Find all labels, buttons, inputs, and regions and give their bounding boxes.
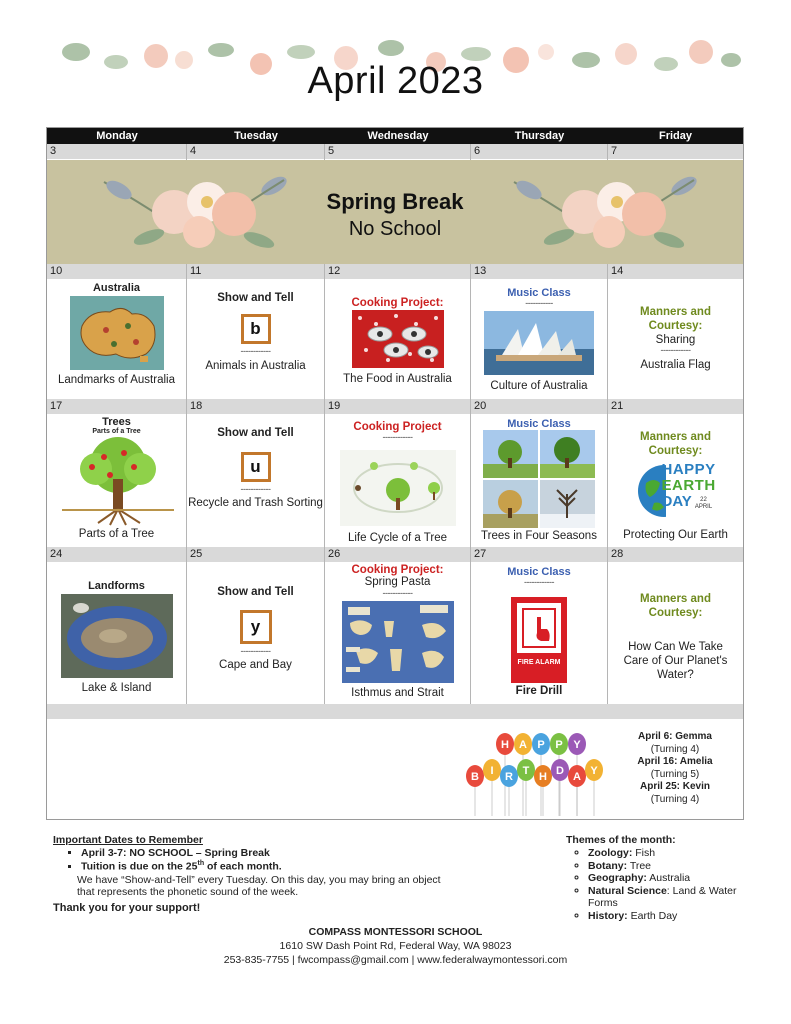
balloon-letter: A bbox=[573, 771, 581, 783]
weekday-friday: Friday bbox=[608, 128, 743, 144]
cell-caption: Trees in Four Seasons bbox=[481, 530, 597, 542]
tree-parts-diagram bbox=[58, 435, 176, 527]
theme-label: Natural Science bbox=[588, 884, 667, 897]
thank-you: Thank you for your support! bbox=[53, 901, 201, 914]
important-item bbox=[81, 860, 523, 873]
balloon-letter: I bbox=[490, 765, 494, 777]
page-title: April 2023 bbox=[307, 60, 484, 102]
earth-day-line3: DAY bbox=[661, 493, 692, 510]
phonetic-letter-frame: y bbox=[240, 610, 272, 644]
cell-caption: Culture of Australia bbox=[490, 380, 588, 392]
cell-apr-14 bbox=[608, 280, 743, 398]
date-bar-week4 bbox=[47, 547, 743, 562]
separator: ------------ bbox=[382, 432, 413, 442]
cell-heading: Cooking Project bbox=[353, 421, 442, 433]
cell-apr-12 bbox=[325, 280, 470, 398]
date-18: 18 bbox=[190, 400, 203, 412]
cell-caption: Life Cycle of a Tree bbox=[347, 532, 448, 544]
cell-apr-11 bbox=[187, 280, 324, 398]
date-12: 12 bbox=[328, 265, 341, 277]
four-seasons-trees-image bbox=[483, 430, 595, 528]
earth-day-line2: EARTH bbox=[661, 477, 716, 494]
earth-day-logo bbox=[636, 459, 716, 521]
cell-caption: How Can We Take Care of Our Planet's Water? bbox=[623, 641, 728, 681]
balloon-letter: H bbox=[539, 771, 547, 783]
phonetic-letter-frame: u bbox=[241, 452, 271, 482]
cell-heading: Australia bbox=[92, 282, 141, 294]
theme-item bbox=[588, 885, 766, 910]
cell-apr-13 bbox=[471, 280, 607, 398]
weekday-wednesday: Wednesday bbox=[325, 128, 471, 144]
balloon-letter: H bbox=[501, 739, 509, 751]
weekday-tuesday: Tuesday bbox=[187, 128, 325, 144]
cell-heading: Cooking Project: bbox=[351, 297, 444, 309]
tree-life-cycle-image bbox=[340, 450, 456, 526]
date-10: 10 bbox=[50, 265, 63, 277]
date-25: 25 bbox=[190, 548, 203, 560]
themes-heading: Themes of the month: bbox=[566, 834, 676, 846]
cell-heading: Cooking Project: bbox=[351, 564, 444, 576]
happy-birthday-balloons bbox=[465, 728, 615, 818]
date-7: 7 bbox=[611, 145, 618, 157]
date-24: 24 bbox=[50, 548, 63, 560]
cell-heading: Landforms bbox=[88, 580, 145, 592]
themes-of-month bbox=[566, 834, 766, 922]
important-dates bbox=[53, 834, 523, 914]
separator: ------------ bbox=[660, 345, 691, 355]
date-6: 6 bbox=[474, 145, 481, 157]
cell-caption: Landmarks of Australia bbox=[58, 374, 175, 386]
grid-line bbox=[470, 144, 471, 160]
spring-break-subtitle: No School bbox=[348, 218, 442, 240]
balloon-letter: B bbox=[471, 771, 479, 783]
cell-caption: Protecting Our Earth bbox=[623, 529, 728, 541]
fire-alarm-image bbox=[511, 597, 567, 683]
footer bbox=[0, 926, 791, 966]
sydney-opera-house-image bbox=[484, 311, 594, 375]
date-bar-week5 bbox=[47, 704, 743, 719]
cell-heading: Manners and Courtesy: bbox=[640, 306, 711, 332]
cell-caption: Parts of a Tree bbox=[78, 528, 155, 540]
date-5: 5 bbox=[328, 145, 335, 157]
tuition-text: Tuition is due on the 25 bbox=[81, 860, 198, 873]
fire-alarm-label: FIRE ALARM bbox=[517, 659, 561, 666]
cell-caption: The Food in Australia bbox=[343, 373, 452, 385]
cell-apr-27 bbox=[471, 563, 607, 704]
date-26: 26 bbox=[328, 548, 341, 560]
birthday-age: (Turning 4) bbox=[650, 743, 700, 755]
balloon-letter: T bbox=[522, 765, 530, 777]
isthmus-strait-image bbox=[342, 601, 454, 683]
date-17: 17 bbox=[50, 400, 63, 412]
earth-day-date: 22 APRIL bbox=[694, 497, 713, 510]
cell-heading: Show and Tell bbox=[217, 292, 294, 304]
separator: ----------- bbox=[525, 298, 553, 308]
date-4: 4 bbox=[190, 145, 197, 157]
theme-value: : Land & Water Forms bbox=[588, 884, 737, 909]
fire-alarm-panel bbox=[517, 603, 561, 653]
theme-label: Geography: bbox=[588, 872, 647, 884]
date-20: 20 bbox=[474, 400, 487, 412]
date-bar-week2 bbox=[47, 264, 743, 279]
date-14: 14 bbox=[611, 265, 624, 277]
theme-item bbox=[588, 872, 766, 885]
birthday-list bbox=[610, 731, 740, 806]
cell-subheading: Spring Pasta bbox=[364, 576, 431, 588]
cell-apr-26 bbox=[325, 563, 470, 704]
separator: ------------ bbox=[240, 646, 271, 656]
cell-caption: Australia Flag bbox=[640, 359, 711, 371]
theme-label: History: bbox=[588, 909, 628, 922]
earth-day-line1: HAPPY bbox=[661, 461, 716, 478]
cell-apr-25 bbox=[187, 563, 324, 704]
separator: ------------ bbox=[382, 588, 413, 598]
date-19: 19 bbox=[328, 400, 341, 412]
balloon-letter: P bbox=[555, 739, 563, 751]
date-13: 13 bbox=[474, 265, 487, 277]
date-bar-week3 bbox=[47, 399, 743, 414]
birthday-name: April 16: Amelia bbox=[637, 756, 713, 767]
birthday-name: April 6: Gemma bbox=[638, 731, 712, 742]
australia-map-image bbox=[70, 296, 164, 370]
cell-caption: Fire Drill bbox=[515, 685, 563, 697]
theme-value: Fish bbox=[632, 847, 656, 859]
grid-line bbox=[324, 144, 325, 160]
date-21: 21 bbox=[611, 400, 624, 412]
date-27: 27 bbox=[474, 548, 487, 560]
show-and-tell-note: We have “Show-and-Tell” every Tuesday. On this day, you may bring an object that represents the phonetic sound of the week. bbox=[77, 873, 441, 898]
cell-heading: Manners and Courtesy: bbox=[640, 431, 711, 457]
cell-heading: Trees bbox=[102, 416, 131, 428]
theme-value: Earth Day bbox=[627, 909, 678, 922]
school-address: 1610 SW Dash Point Rd, Federal Way, WA 98023 bbox=[279, 940, 512, 952]
spring-break-title: Spring Break bbox=[326, 189, 464, 214]
birthday-age: (Turning 4) bbox=[650, 793, 700, 805]
tuition-sup: th bbox=[197, 860, 205, 867]
cell-caption: Isthmus and Strait bbox=[351, 687, 444, 699]
balloon-letter: Y bbox=[573, 739, 581, 751]
calendar-grid bbox=[46, 127, 744, 820]
theme-item bbox=[588, 847, 766, 860]
hand-press-icon bbox=[517, 603, 561, 653]
tuition-text-end: of each month. bbox=[204, 860, 282, 873]
balloon-letter: Y bbox=[590, 765, 598, 777]
cell-apr-20 bbox=[471, 415, 607, 547]
theme-item bbox=[588, 860, 766, 873]
birthday-name: April 25: Kevin bbox=[639, 781, 711, 792]
date-3: 3 bbox=[50, 145, 57, 157]
cell-apr-24 bbox=[47, 563, 186, 704]
theme-value: Australia bbox=[646, 872, 691, 884]
cell-caption: Recycle and Trash Sorting bbox=[188, 497, 323, 509]
balloon-letter: D bbox=[556, 765, 564, 777]
balloon-letter: R bbox=[505, 771, 513, 783]
cell-caption: Lake & Island bbox=[81, 682, 152, 694]
cell-apr-28 bbox=[608, 563, 743, 704]
cell-apr-21 bbox=[608, 415, 743, 547]
cell-caption: Cape and Bay bbox=[219, 659, 292, 671]
date-28: 28 bbox=[611, 548, 624, 560]
cell-caption: Animals in Australia bbox=[205, 360, 306, 372]
food-image bbox=[352, 310, 444, 368]
cell-apr-18 bbox=[187, 415, 324, 547]
cell-heading: Music Class bbox=[507, 287, 571, 299]
cell-apr-10 bbox=[47, 280, 186, 398]
cell-apr-19 bbox=[325, 415, 470, 547]
cell-heading: Manners and Courtesy: bbox=[640, 593, 711, 619]
cell-heading: Music Class bbox=[507, 418, 571, 430]
separator: ------------ bbox=[240, 484, 271, 494]
date-bar-week1 bbox=[47, 144, 743, 159]
theme-label: Zoology: bbox=[588, 847, 633, 859]
phonetic-letter-frame: b bbox=[241, 314, 271, 344]
cell-heading: Show and Tell bbox=[217, 586, 294, 598]
cell-apr-17 bbox=[47, 415, 186, 547]
landforms-model-image bbox=[61, 594, 173, 678]
separator: ------------ bbox=[524, 577, 554, 587]
weekday-monday: Monday bbox=[47, 128, 187, 144]
date-11: 11 bbox=[190, 265, 202, 277]
weekday-thursday: Thursday bbox=[471, 128, 608, 144]
balloon-letter: A bbox=[519, 739, 527, 751]
theme-value: Tree bbox=[627, 859, 652, 872]
important-heading: Important Dates to Remember bbox=[53, 834, 203, 846]
grid-line bbox=[186, 144, 187, 160]
school-name: COMPASS MONTESSORI SCHOOL bbox=[308, 926, 483, 938]
theme-item bbox=[588, 910, 766, 923]
cell-heading: Music Class bbox=[507, 566, 571, 578]
cell-subheading: Sharing bbox=[655, 334, 696, 346]
balloon-letter: P bbox=[537, 739, 545, 751]
theme-label: Botany: bbox=[588, 859, 628, 872]
school-contact: 253-835-7755 | fwcompass@gmail.com | www.federalwaymontessori.com bbox=[223, 954, 568, 966]
cell-heading: Show and Tell bbox=[217, 427, 294, 439]
separator: ------------ bbox=[240, 346, 271, 356]
birthday-age: (Turning 5) bbox=[650, 768, 700, 780]
diagram-title: Parts of a Tree bbox=[92, 428, 141, 435]
important-item: ▪ April 3-7: NO SCHOOL – Spring Break bbox=[81, 847, 523, 859]
grid-line bbox=[607, 144, 608, 160]
